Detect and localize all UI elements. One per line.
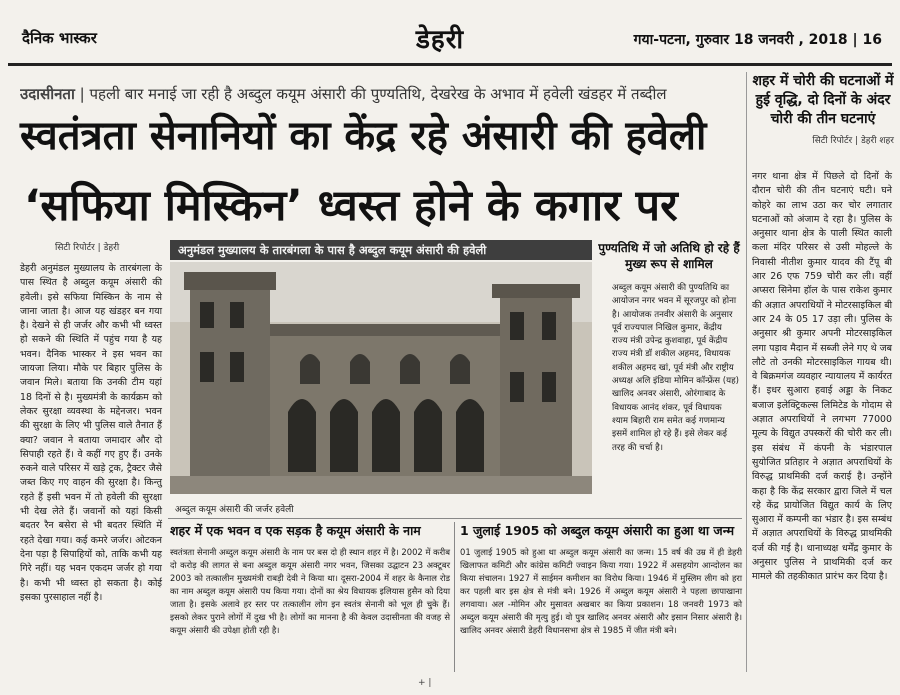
haveli-photo <box>170 262 592 494</box>
kicker-tag: उदासीनता <box>20 85 75 103</box>
dateline: गया-पटना, गुरुवार 18 जनवरी , 2018 | 16 <box>633 32 882 48</box>
photo-strip-label: अनुमंडल मुख्यालय के तारबंगला के पास है अब्दुल कयूम अंसारी की हवेली <box>170 240 592 260</box>
bottom-left-headline: शहर में एक भवन व एक सड़क है कयूम अंसारी के नाम <box>170 523 421 538</box>
side-story-body: नगर थाना क्षेत्र में पिछले दो दिनों के दौरान चोरी की तीन घटनाएं घटी। घने कोहरे का लाभ उठा कर चोर लगातार घटनाओं को अंजाम दे रहा है। पुलिस के अनुसार थाना क्षेत्र के पाली स्थित काली कला मंदिर परिसर से उसी मोहल्ले के निवासी नीतीश कुमार यादव की टैंपू बी आर 26 एफ 759 चोरी कर ली। वहीं अप्सरा सिनेमा हॉल के पास राकेश कुमार की अज्ञात अपराधियों ने मोटरसाइकिल बी आर 24 के 05 17 उड़ा ली। पुलिस के अनुसार श्री कुमार अपनी मोटरसाइकिल लगा पड़ाव मैदान में सब्जी लेने गए थे जब लौटे तो उनकी मोटरसाइकिल गायब थी। वे बिक्रमगंज व्यवहार न्यायालय में कार्यरत हैं। इधर सुआरा हवाई अड्डा के निकट बजाज इलेक्ट्रिकल्स लिमिटेड के गोदाम से अज्ञात अपराधियों ने लगभग 77000 मूल्य के विद्युत उपस्करों की चोरी कर ली। इस संबंध में कंपनी के भंडारपाल सुयोजित प्रतिहार ने अज्ञात अपराधियों के विरुद्ध प्राथमिकी दर्ज कराई है। उन्होंने कहा है कि केंद्र सरकार द्वारा जिले में चल रहे केंद्र प्रायोजित विद्युत कार्य के लिए सुआरा में कम्पनी का भंडार है। इस सम्बंध में अज्ञात अपराधियों के विरुद्ध प्राथमिकी दर्ज की गई है। धानाध्यक्ष धर्मेंद्र कुमार के अनुसार पुलिस ने प्राथमिकी दर्ज कर मामले की तहकीकात प्रारंभ कर दिया है। <box>752 171 892 583</box>
haveli-building-illustration <box>170 262 592 494</box>
section-title: डेहरी <box>416 25 465 55</box>
kicker-text: पहली बार मनाई जा रही है अब्दुल कयूम अंसारी की पुण्यतिथि, देखरेख के अभाव में हवेली खंडहर में तब्दील <box>89 85 667 103</box>
kicker <box>20 84 740 104</box>
bottom-rule <box>168 518 742 519</box>
column-rule <box>746 72 747 672</box>
bottom-story-left <box>170 522 450 637</box>
main-headline-line1: स्वतंत्रता सेनानियों का केंद्र रहे अंसारी की हवेली <box>20 113 707 159</box>
main-story-body: डेहरी अनुमंडल मुख्यालय के तारबंगला के पास स्थित है अब्दुल कयूम अंसारी की हवेली। इसे सफिया मिस्किन के नाम से जाना जाता है। आज यह खंडहर बन गया है। देखने से ही जर्जर और कभी भी ध्वस्त हो सकने की स्थिति में पहुंच गया है यह भवन। दैनिक भास्कर ने इस भवन का जायजा लिया। मौके पर बिहार पुलिस के जवान मिले। बताया कि उनकी टीम यहां 18 दिनों से है। मुख्यमंत्री के कार्यक्रम को लेकर सुरक्षा व्यवस्था के मद्देनजर। भवन की सुरक्षा के लिए भी पुलिस वाले तैनात हैं क्या? जवान ने बताया जमादार और दो सिपाही रहते हैं। वे कहीं गए हुए हैं। उनके रुकने वाले परिसर में खड़े ट्रक, ट्रैक्टर जैसे जब्त किए गए वाहन की सुरक्षा है। किन्तु रहते हैं इसी भवन में तो हवेली की सुरक्षा भी देख लेते हैं। जवानों को यहां किसी बदतर रैन बसेरा से भी बदतर स्थिति में रहते देखा गया। कई कमरे जर्जर। ओटकन देना पड़ा है सिपाहियों को, ताकि कभी यह गिरे नहीं। यह भवन एकदम जर्जर हो गया है। कभी भी ध्वस्त हो सकता है। कोई इसका पुरसाहाल नहीं है। <box>20 263 162 603</box>
main-headline-line2: ‘सफिया मिस्किन’ ध्वस्त होने के कगार पर <box>24 181 678 231</box>
side-story-byline: सिटी रिपोर्टर | डेहरी शहर <box>812 136 894 146</box>
punyatithi-column <box>598 240 740 455</box>
bottom-divider <box>454 522 455 672</box>
bottom-right-headline: 1 जुलाई 1905 को अब्दुल कयूम अंसारी का हुआ था जन्म <box>460 523 735 538</box>
side-story-headline: शहर में चोरी की घटनाओं में हुई वृद्धि, दो दिनों के अंदर चोरी की तीन घटनाएं <box>752 73 894 127</box>
bottom-story-right <box>460 522 742 637</box>
page-footer-mark: + | <box>418 678 432 688</box>
side-story-header <box>752 72 894 146</box>
photo-caption: अब्दुल कयूम अंसारी की जर्जर हवेली <box>172 502 297 515</box>
masthead <box>8 20 892 66</box>
brand-logo: दैनिक भास्कर <box>22 29 97 47</box>
punyatithi-headline: पुण्यतिथि में जो अतिथि हो रहे हैं मुख्य रूप से शामिल <box>598 241 740 271</box>
kicker-separator: | <box>79 85 90 103</box>
bottom-right-body: 01 जुलाई 1905 को हुआ था अब्दुल कयूम अंसारी का जन्म। 15 वर्ष की उम्र में ही डेहरी खिलाफत कमिटी और कांग्रेस कमिटी ज्वाइन किया गया। 1922 में असहयोग आन्दोलन का किया संचालन। 1927 में साईमन कमीशन का विरोध किया। 1946 में मुस्लिम लीग को हरा कर पहली बार इस क्षेत्र से मंत्री बने। 1926 में अब्दुल कयूम अंसारी ने पहला छापाखाना लगवाया। अल -मोमिन और मुसावत अखबार का किया प्रकाशन। 18 जनवरी 1973 को अब्दुल कयूम अंसारी की मृत्यु हुई। वो पुत्र खालिद अनवर अंसारी और इसान निसार अंसारी है। खालिद अनवर अंसारी डेहरी विधानसभा क्षेत्र से 1985 में जीत मंत्री बने। <box>460 547 742 635</box>
main-byline: सिटी रिपोर्टर | डेहरी <box>55 243 120 253</box>
bottom-left-body: स्वतंत्रता सेनानी अब्दुल कयूम अंसारी के नाम पर बस दो ही स्थान शहर में है। 2002 में करीब दो करोड़ की लागत से बना अब्दुल कयूम अंसारी नगर भवन, जिसका उद्घाटन 23 अक्टूबर 2003 को तत्कालीन मुख्यमंत्री राबड़ी देवी ने किया था। दूसरा-2004 में शहर के कैनाल रोड का नाम अब्दुल कयूम अंसारी पथ किया गया। दोनों का श्रेय विधायक इलियास हुसैन को दिया जाता है। इसके अलावे हर स्तर पर तत्कालीन लोग इन स्वतंत्र सेनानी को भूल ही चुके हैं। इसको लेकर पुराने लोगों में दुख भी है। लोगों का मानना है की केवल उदासीनता की वजह से कयूम अंसारी की उपेक्षा होती रही है। <box>170 547 450 635</box>
punyatithi-body: अब्दुल कयूम अंसारी की पुण्यतिथि का आयोजन नगर भवन में सूरजपुर को होना है। आयोजक तनवीर अंसारी के अनुसार पूर्व राज्यपाल निखिल कुमार, केंद्रीय राज्य मंत्री उपेन्द्र कुशवाहा, पूर्व केंद्रीय राज्य मंत्री डॉ शकील अहमद, विधायक शकील अहमद खां, पूर्व मंत्री और राष्ट्रीय अध्यक्ष अलि इंडिया मोमिन कॉन्फ्रेंस (यह) खालिद अनवर अंसारी, ओरंगाबाद के विधायक आनंद शंकर, पूर्व विधायक श्याम बिहारी राम समेत कई गणमान्य इसमें शामिल हो रहे हैं। इसे लेकर कई तरह की चर्चा है। <box>612 283 740 453</box>
